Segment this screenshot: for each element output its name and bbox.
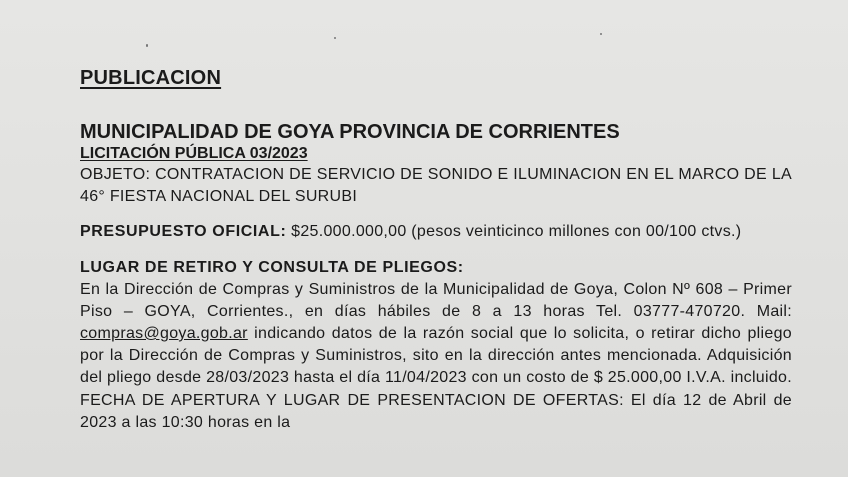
speck-mark — [334, 37, 336, 39]
tender-object: OBJETO: CONTRATACION DE SERVICIO DE SONIDO E ILUMINACION EN EL MARCO DE LA 46° FIESTA NACIONAL DEL SURUBI — [80, 166, 792, 206]
pickup-section — [80, 257, 792, 434]
speck-mark — [600, 33, 602, 35]
publication-document — [80, 66, 792, 434]
tender-number: LICITACIÓN PÚBLICA 03/2023 — [80, 145, 308, 162]
pickup-text-start: En la Dirección de Compras y Suministros de la Municipalidad de Goya, Colon Nº 608 – Primer Piso – GOYA, Corrientes., en días hábiles de 8 a 13 horas Tel. 03777-470720. Mail: — [80, 280, 792, 320]
budget-label: PRESUPUESTO OFICIAL: — [80, 223, 287, 241]
speck-mark — [146, 44, 148, 47]
pickup-label: LUGAR DE RETIRO Y CONSULTA DE PLIEGOS: — [80, 258, 464, 276]
pickup-text-end: indicando datos de la razón social que lo solicita, o retirar dicho pliego por la Dirección de Compras y Suministros, sito en la dirección antes mencionada. Adquisición del pliego desde 28/03/2023 hasta el día 11/04/2023 con un costo de $ 25.000,00 I.V.A. incluido. FECHA DE APERTURA Y LUGAR DE PRESENTACION DE OFERTAS: El día 12 de Abril de 2023 a las 10:30 horas en la — [80, 325, 793, 431]
publication-heading: PUBLICACION — [80, 67, 222, 89]
budget-value: $25.000.000,00 (pesos veinticinco millones con 00/100 ctvs.) — [291, 223, 742, 241]
email-link[interactable]: compras@goya.gob.ar — [80, 325, 248, 343]
municipality-title: MUNICIPALIDAD DE GOYA PROVINCIA DE CORRIENTES — [80, 121, 620, 143]
budget-paragraph — [80, 221, 792, 243]
pickup-paragraph — [80, 279, 792, 434]
